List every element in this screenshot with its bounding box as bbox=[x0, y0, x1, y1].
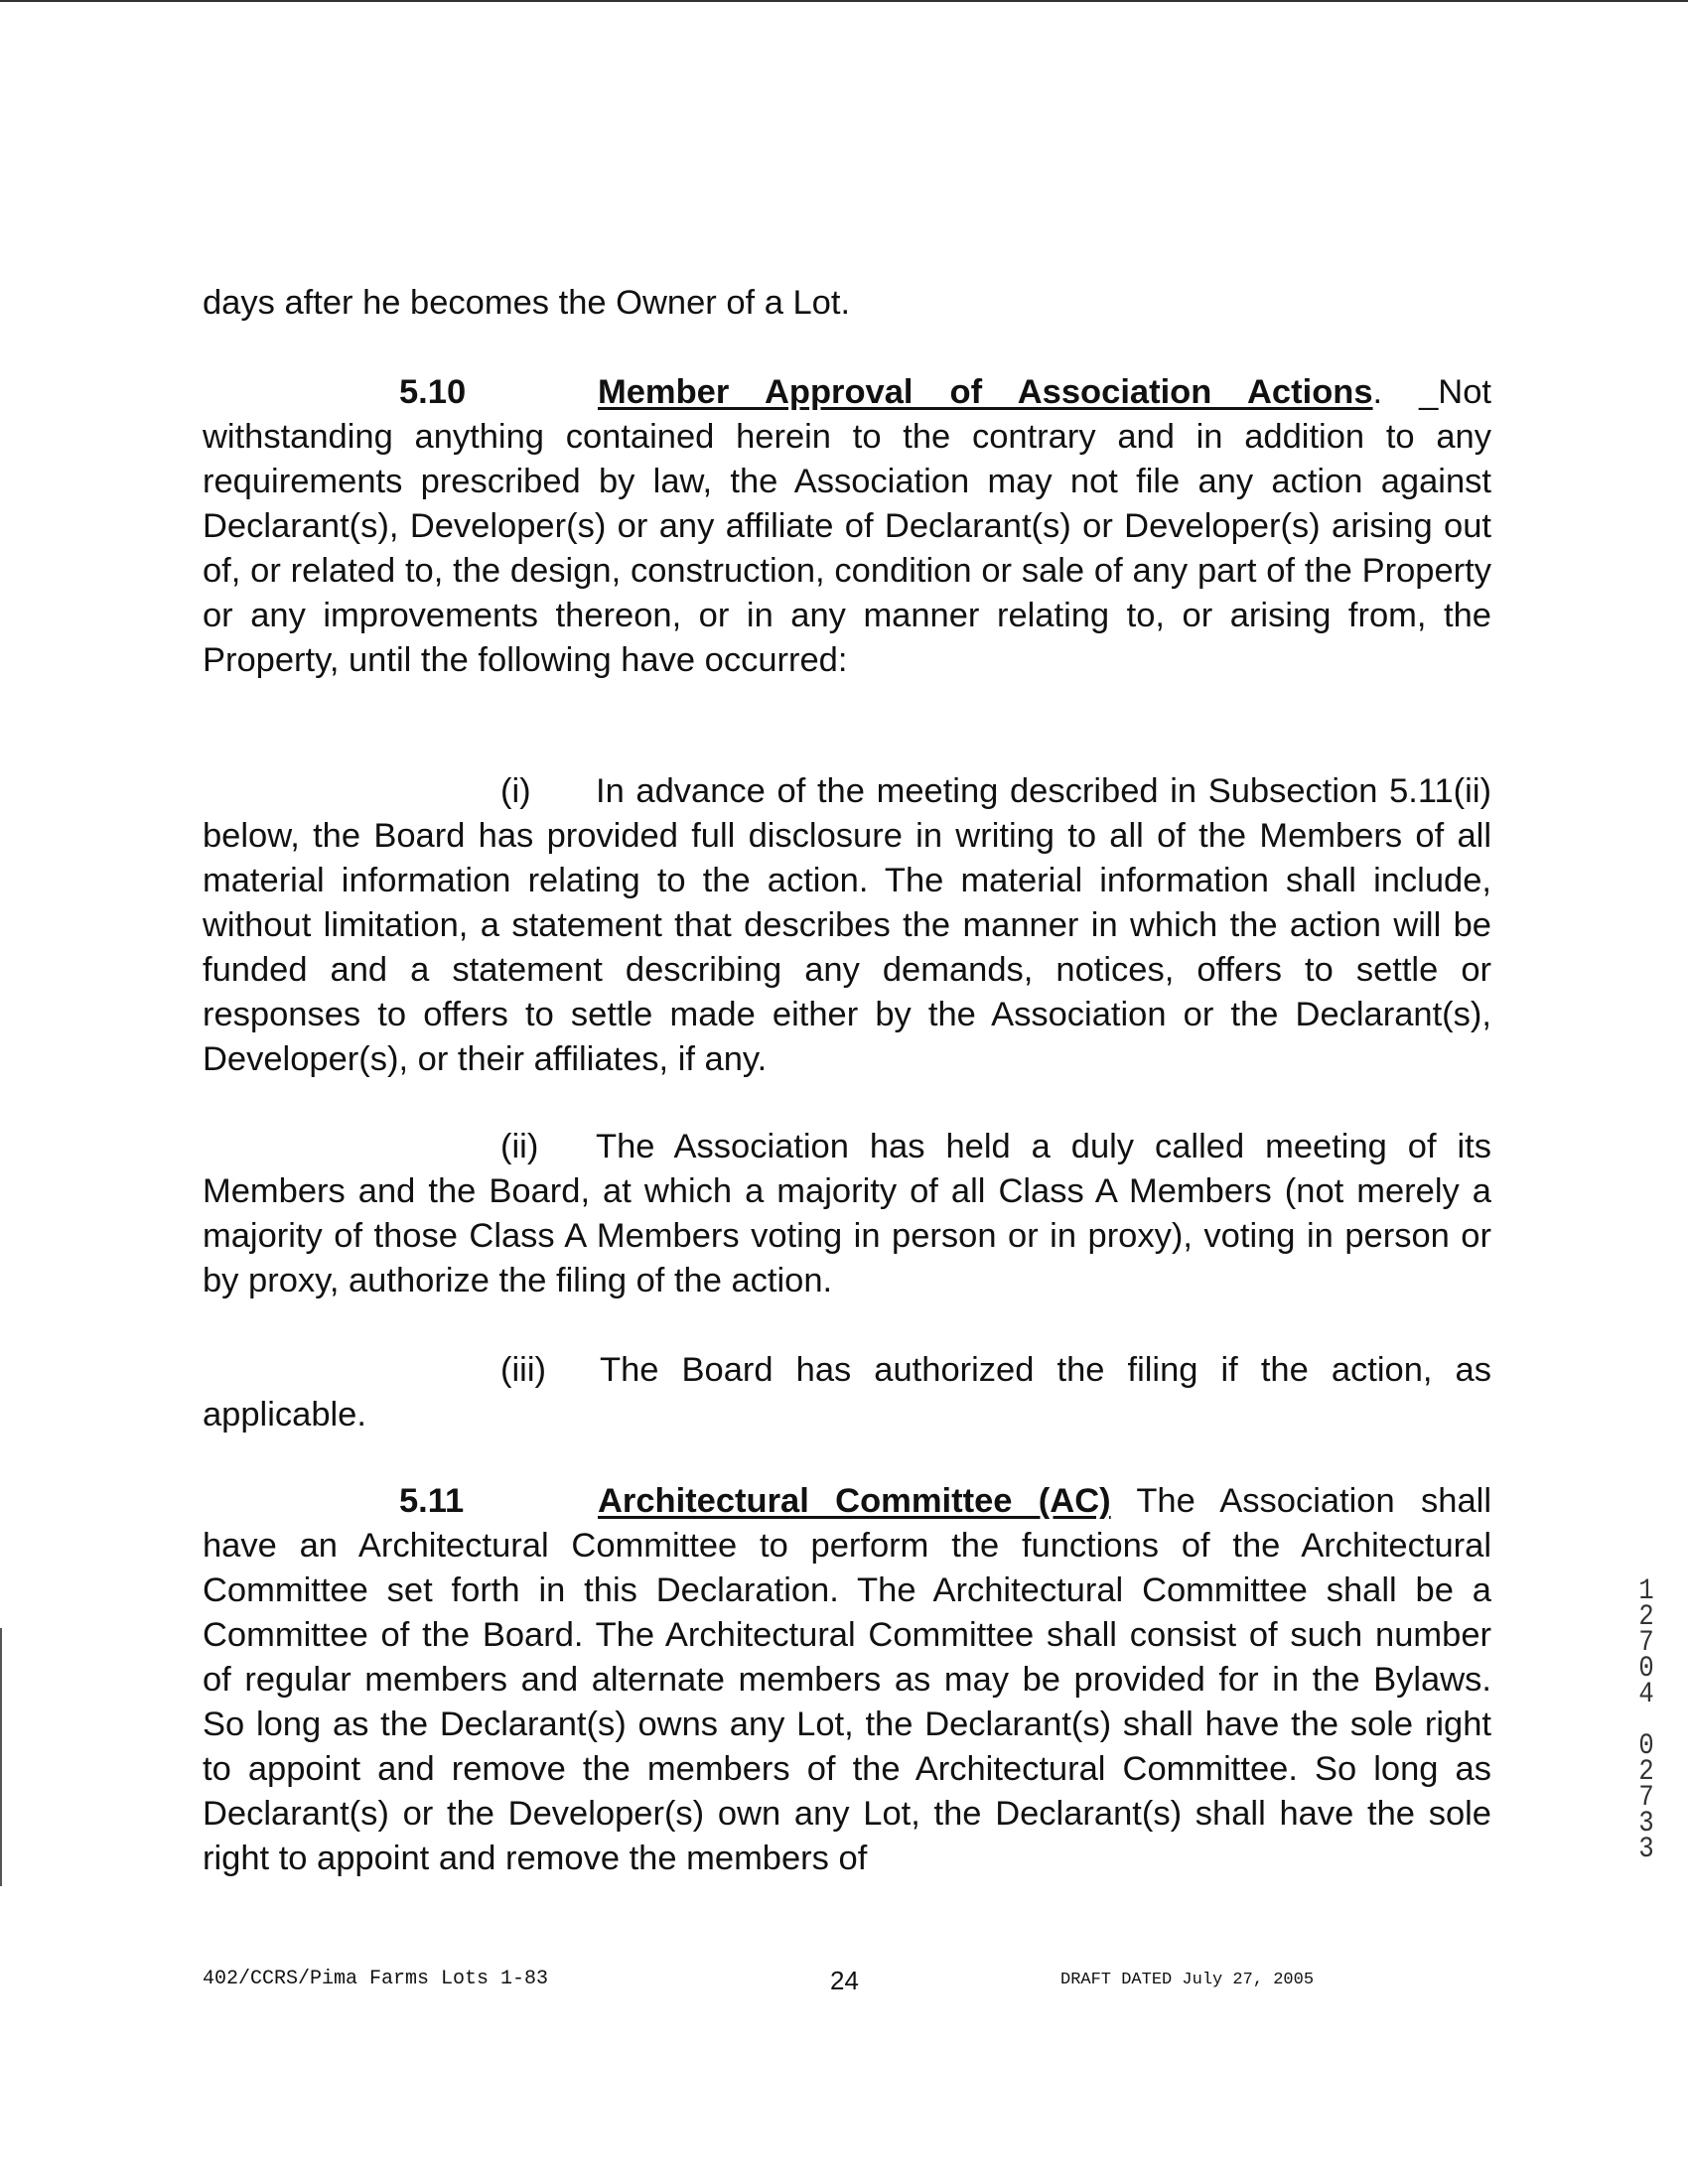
section-number: 5.11 bbox=[399, 1482, 465, 1520]
subsection-iii bbox=[203, 1348, 1491, 1437]
section-heading-punct: . bbox=[1372, 373, 1383, 411]
section-body: _Not withstanding anything contained herein to the contrary and in addition to any requirements prescribed by law, the Association may not file any action against Declarant(s), Developer(s) or any affiliate of Declarant(s) or Developer(s) arising out of, or related to, the design, construction, condition or sale of any part of the Property or any improvements thereon, or in any manner relating to, or arising from, the Property, until the following have occurred: bbox=[203, 373, 1491, 679]
section-number: 5.10 bbox=[399, 373, 467, 411]
section-heading: Member Approval of Association Actions bbox=[598, 373, 1373, 411]
footer-page-number: 24 bbox=[830, 1966, 859, 1995]
footer-file-reference: 402/CCRS/Pima Farms Lots 1-83 bbox=[203, 1968, 549, 1990]
recording-stamp: 1 2 7 0 4 0 2 7 3 3 bbox=[1638, 1574, 1654, 1866]
subsection-text: In advance of the meeting described in Subsection 5.11(ii) below, the Board has provided full disclosure in writing to all of the Members of all material information relating to the action. The material information shall include, without limitation, a statement that describes the manner in which the action will be funded and a statement describing any demands, notices, offers to settle or responses to offers to settle made either by the Association or the Declarant(s), Developer(s), or their affiliates, if any. bbox=[203, 772, 1491, 1078]
section-body: The Association shall have an Architectural Committee to perform the functions of the Architectural Committee set forth in this Declaration. The Architectural Committee shall be a Committee of the Board. The Architectural Committee shall consist of such number of regular members and alternate members as may be provided for in the Bylaws. So long as the Declarant(s) owns any Lot, the Declarant(s) shall have the sole right to appoint and remove the members of the Architectural Committee. So long as Declarant(s) or the Developer(s) own any Lot, the Declarant(s) shall have the sole right to appoint and remove the members of bbox=[203, 1482, 1491, 1877]
lead-line: days after he becomes the Owner of a Lot. bbox=[203, 284, 851, 322]
subsection-marker: (ii) bbox=[500, 1128, 539, 1165]
footer-draft-date: DRAFT DATED July 27, 2005 bbox=[1060, 1971, 1315, 1989]
section-5-11 bbox=[203, 1479, 1491, 1881]
subsection-text: The Board has authorized the filing if the action, as applicable. bbox=[203, 1351, 1491, 1433]
subsection-marker: (i) bbox=[500, 772, 531, 810]
subsection-ii bbox=[203, 1125, 1491, 1303]
scan-top-edge bbox=[0, 0, 1688, 2]
subsection-marker: (iii) bbox=[500, 1351, 546, 1389]
section-5-10 bbox=[203, 370, 1491, 683]
subsection-i bbox=[203, 769, 1491, 1082]
subsection-text: The Association has held a duly called meeting of its Members and the Board, at which a majority of all Class A Members (not merely a majority of those Class A Members voting in person or in proxy), voting in person or by proxy, authorize the filing of the action. bbox=[203, 1128, 1491, 1299]
section-heading: Architectural Committee (AC) bbox=[598, 1482, 1111, 1520]
scan-left-edge bbox=[0, 1628, 2, 1886]
